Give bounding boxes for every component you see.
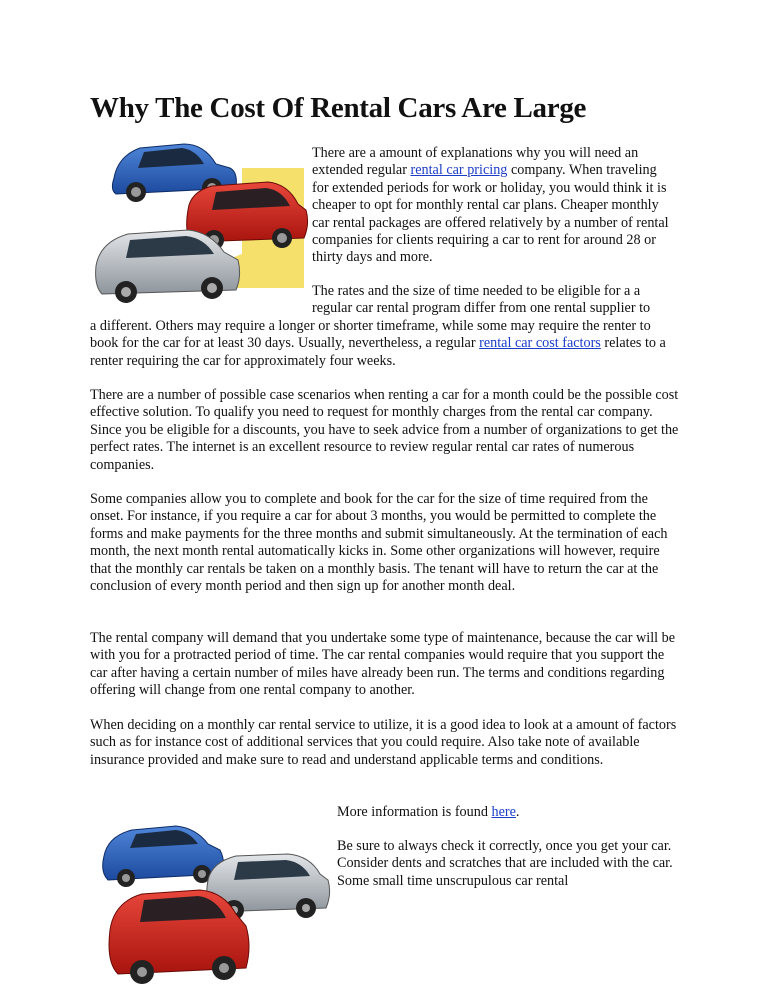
paragraph-2-rest: a different. Others may require a longer or shorter timeframe, while some may require the renter to book for the car for at least 30 days. Usually, nevertheless, a regular rental car cost factors relates to a renter requiring the car for approximately four weeks. — [90, 318, 666, 369]
here-link[interactable]: here — [491, 804, 516, 820]
paragraph-3: There are a number of possible case scenarios when renting a car for a month could be the possible cost effective solution. To qualify you need to request for monthly charges from the rental car company. Since you be eligible for a discounts, you have to seek advice from a number of organizations to get the perfect rates. The internet is an excellent resource to review regular rental car rates of numerous companies. — [90, 387, 679, 473]
paragraph-6: When deciding on a monthly car rental service to utilize, it is a good idea to look at a amount of factors such as for instance cost of additional services that you could require. Also take note of available insurance provided and make sure to read and understand applicable terms and conditions. — [90, 717, 677, 768]
red-car-bottom — [109, 890, 249, 984]
cars-illustration-bottom — [96, 822, 332, 992]
paragraph-8: Be sure to always check it correctly, once you get your car. Consider dents and scratches that are included with the car. Some small time unscrupulous car rental — [337, 838, 673, 889]
paragraph-7: More information is found here. — [337, 804, 520, 820]
paragraph-5: The rental company will demand that you undertake some type of maintenance, because the car will be with you for a protracted period of time. The car rental companies would require that you support the car after having a certain number of miles have already been run. The terms and conditions regarding offering will change from one rental company to another. — [90, 630, 676, 699]
page-title: Why The Cost Of Rental Cars Are Large — [90, 92, 587, 124]
blue-car-bottom — [103, 826, 224, 887]
rental-car-cost-factors-link[interactable]: rental car cost factors — [479, 335, 601, 352]
paragraph-2-top: The rates and the size of time needed to be eligible for a a regular car rental program differ from one rental supplier to — [312, 283, 651, 317]
cars-illustration-top — [92, 138, 310, 308]
paragraph-4: Some companies allow you to complete and book for the car for the size of time required from the onset. For instance, if you require a car for about 3 months, you would be permitted to complete the forms and make payments for the three months and submit simultaneously. At the termination of each month, the next month rental automatically kicks in. Some other organizations will however, require that the monthly car rentals be taken on a monthly basis. The tenant will have to return the car at the conclusion of every month period and then sign up for another month deal. — [90, 491, 668, 595]
paragraph-1: There are a amount of explanations why you will need an extended regular rental car pricing company. When traveling for extended periods for work or holiday, you would think it is cheaper to opt for monthly rental car plans. Cheaper monthly car rental packages are offered relatively by a number of rental companies for clients requiring a car to rent for around 28 or thirty days and more. — [312, 145, 669, 266]
rental-car-pricing-link[interactable]: rental car pricing — [410, 162, 508, 179]
